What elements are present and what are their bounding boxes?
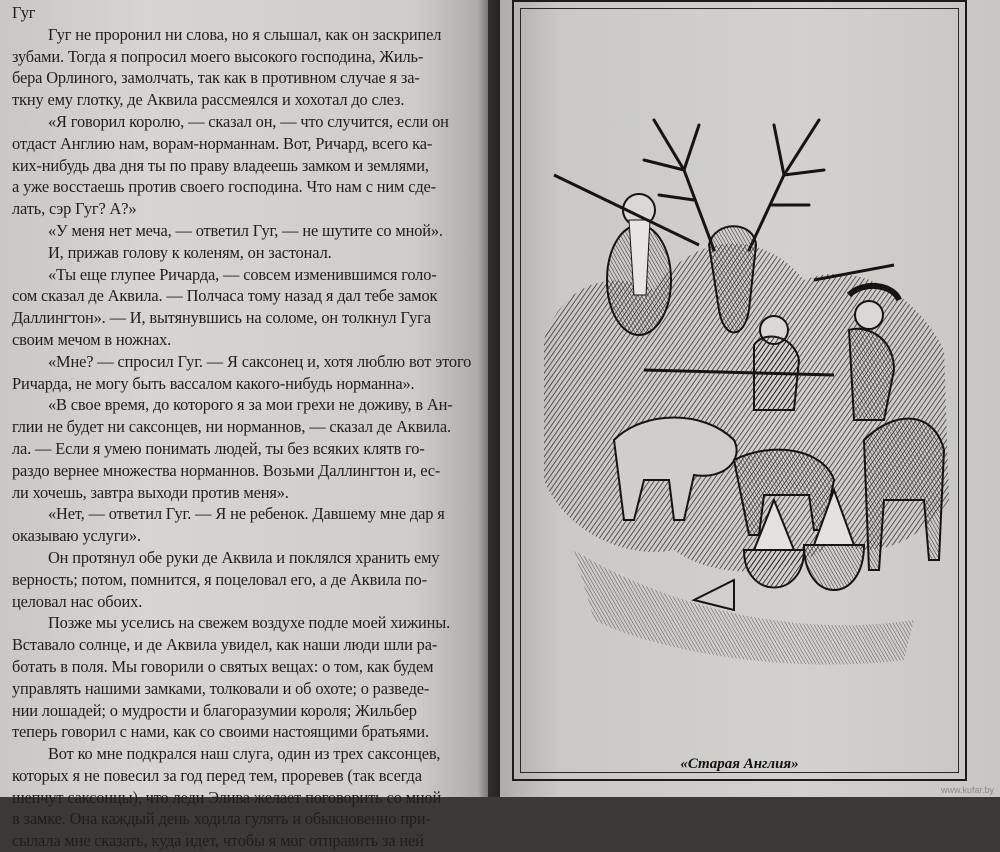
- text-line: Ричарда, не могу быть вассалом какого-нибудь норманна».: [12, 373, 415, 393]
- text-line: ких-нибудь два дня ты по праву владеешь замком и землями,: [12, 155, 429, 175]
- text-line: Он протянул обе руки де Аквила и поклялся хранить ему: [48, 547, 440, 567]
- text-line: в замке. Она каждый день ходила гулять и обыкновенно при-: [12, 809, 431, 829]
- text-line: зубами. Тогда я попросил моего высокого господина, Жиль-: [12, 46, 424, 66]
- text-line: «У меня нет меча, — ответил Гуг, — не шутите со мной».: [48, 220, 443, 240]
- text-line: «Нет, — ответил Гуг. — Я не ребенок. Давшему мне дар я: [48, 504, 445, 524]
- text-line: шепчут саксонцы), что леди Элива желает поговорить со мной: [12, 787, 442, 807]
- text-line: отдаст Англию нам, ворам-норманнам. Вот, Ричард, всего ка-: [12, 133, 433, 153]
- left-page: [0, 0, 488, 851]
- text-line: Даллингтон». — И, вытянувшись на соломе, он толкнул Гуга: [12, 308, 431, 328]
- text-line: которых я не повесил за год перед тем, проревев (так всегда: [12, 765, 422, 785]
- text-line: ботать в поля. Мы говорили о святых вещах: о том, как будем: [12, 656, 434, 676]
- text-line: Гуг не проронил ни слова, но я слышал, как он заскрипел: [48, 24, 442, 44]
- text-line: Позже мы уселись на свежем воздухе подле моей хижины.: [48, 613, 451, 633]
- text-line: ткну ему глотку, де Аквила рассмеялся и хохотал до слез.: [12, 90, 405, 110]
- text-line: нии лошадей; о мудрости и благоразумии короля; Жильбер: [12, 700, 417, 720]
- text-line: управлять нашими замками, толковали и об охоте; о разведе-: [12, 678, 430, 698]
- text-line: «Я говорил королю, — сказал он, — что случится, если он: [48, 111, 449, 131]
- text-line: Гуг: [12, 3, 36, 22]
- watermark: www.kufar.by: [940, 785, 994, 795]
- text-line: лать, сэр Гуг? А?»: [12, 199, 137, 219]
- text-line: верность; потом, помнится, я поцеловал его, а де Аквила по-: [12, 569, 427, 589]
- text-line: своим мечом в ножнах.: [12, 329, 172, 349]
- text-line: целовал нас обоих.: [12, 591, 143, 611]
- illustration-frame: [512, 0, 967, 781]
- text-line: глии не будет ни саксонцев, ни норманнов, — сказал де Аквила.: [12, 417, 451, 437]
- text-line: теперь говорил с нами, как со своими настоящими братьями.: [12, 722, 429, 742]
- body-text: [12, 2, 490, 852]
- text-line: Вот ко мне подкрался наш слуга, один из трех саксонцев,: [48, 744, 441, 764]
- text-line: «Мне? — спросил Гуг. — Я саксонец и, хотя люблю вот этого: [48, 351, 472, 371]
- text-line: бера Орлиного, замолчать, так как в противном случае я за-: [12, 68, 420, 88]
- text-line: «Ты еще глупее Ричарда, — совсем изменившимся голо-: [48, 264, 437, 284]
- text-line: Вставало солнце, и де Аквила увидел, как наши люди шли ра-: [12, 635, 438, 655]
- text-line: сылала мне сказать, куда идет, чтобы я мог отправить за ней: [12, 831, 424, 851]
- text-line: оказываю услуги».: [12, 526, 141, 546]
- text-line: И, прижав голову к коленям, он застонал.: [48, 242, 332, 262]
- text-line: ли хочешь, завтра выходи против меня».: [12, 482, 289, 502]
- right-page: [500, 0, 1000, 797]
- text-line: раздо вернее множества норманнов. Возьми Даллингтон и, ес-: [12, 460, 441, 480]
- text-line: сом сказал де Аквила. — Полчаса тому назад я дал тебе замок: [12, 286, 438, 306]
- text-line: «В свое время, до которого я за мои грехи не доживу, в Ан-: [48, 395, 453, 415]
- text-line: ла. — Если я умею понимать людей, ты без всяких клятв го-: [12, 438, 425, 458]
- illustration-image: [534, 80, 954, 680]
- illustration-caption: «Старая Англия»: [680, 756, 799, 772]
- text-line: а уже восстаешь против своего господина. Что нам с ним сде-: [12, 177, 436, 197]
